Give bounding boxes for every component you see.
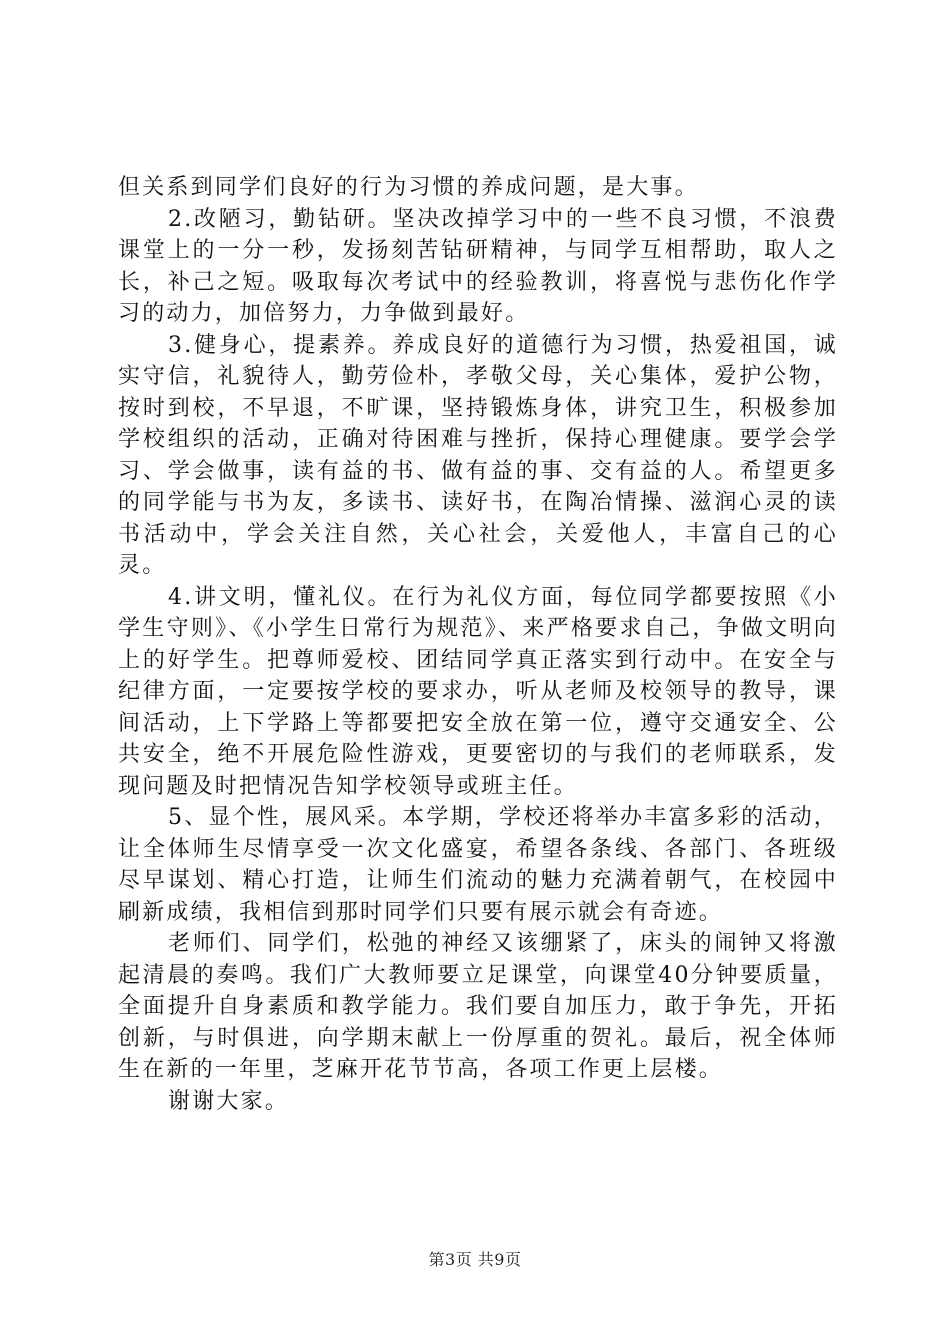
paragraph-closing: 老师们、同学们，松弛的神经又该绷紧了，床头的闹钟又将激起清晨的奏鸣。我们广大教师要立足课堂，向课堂40分钟要质量，全面提升自身素质和教学能力。我们要自加压力，敢于争先，开拓创新，与时俱进，向学期末献上一份厚重的贺礼。最后，祝全体师生在新的一年里，芝麻开花节节高，各项工作更上层楼。 — [118, 931, 838, 1082]
paragraph-item-4: 4.讲文明，懂礼仪。在行为礼仪方面，每位同学都要按照《小学生守则》、《小学生日常行为规范》、来严格要求自己，争做文明向上的好学生。把尊师爱校、团结同学真正落实到行动中。在安全与纪律方面，一定要按学校的要求办，听从老师及校领导的教导，课间活动，上下学路上等都要把安全放在第一位，遵守交通安全、公共安全，绝不开展危险性游戏，更要密切的与我们的老师联系，发现问题及时把情况告知学校领导或班主任。 — [118, 584, 838, 799]
paragraph-item-3: 3.健身心，提素养。养成良好的道德行为习惯，热爱祖国，诚实守信，礼貌待人，勤劳俭朴，孝敬父母，关心集体，爱护公物，按时到校，不早退，不旷课，坚持锻炼身体，讲究卫生，积极参加学校组织的活动，正确对待困难与挫折，保持心理健康。要学会学习、学会做事，读有益的书、做有益的事、交有益的人。希望更多的同学能与书为友，多读书、读好书，在陶冶情操、滋润心灵的读书活动中，学会关注自然，关心社会，关爱他人，丰富自己的心灵。 — [118, 332, 838, 578]
paragraph-continuation: 但关系到同学们良好的行为习惯的养成问题，是大事。 — [118, 175, 699, 200]
paragraph-item-5: 5、显个性，展风采。本学期，学校还将举办丰富多彩的活动，让全体师生尽情享受一次文化盛宴，希望各条线、各部门、各班级尽早谋划、精心打造，让师生们流动的魅力充满着朝气，在校园中刷新成绩，我相信到那时同学们只要有展示就会有奇迹。 — [118, 805, 838, 925]
page-number-footer: 第3页 共9页 — [428, 1250, 522, 1269]
document-body — [118, 172, 838, 1117]
paragraph-thanks: 谢谢大家。 — [168, 1088, 290, 1114]
paragraph-item-2: 2.改陋习，勤钻研。坚决改掉学习中的一些不良习惯，不浪费课堂上的一分一秒，发扬刻苦钻研精神，与同学互相帮助，取人之长，补己之短。吸取每次考试中的经验教训，将喜悦与悲伤化作学习的动力，加倍努力，力争做到最好。 — [118, 206, 838, 326]
